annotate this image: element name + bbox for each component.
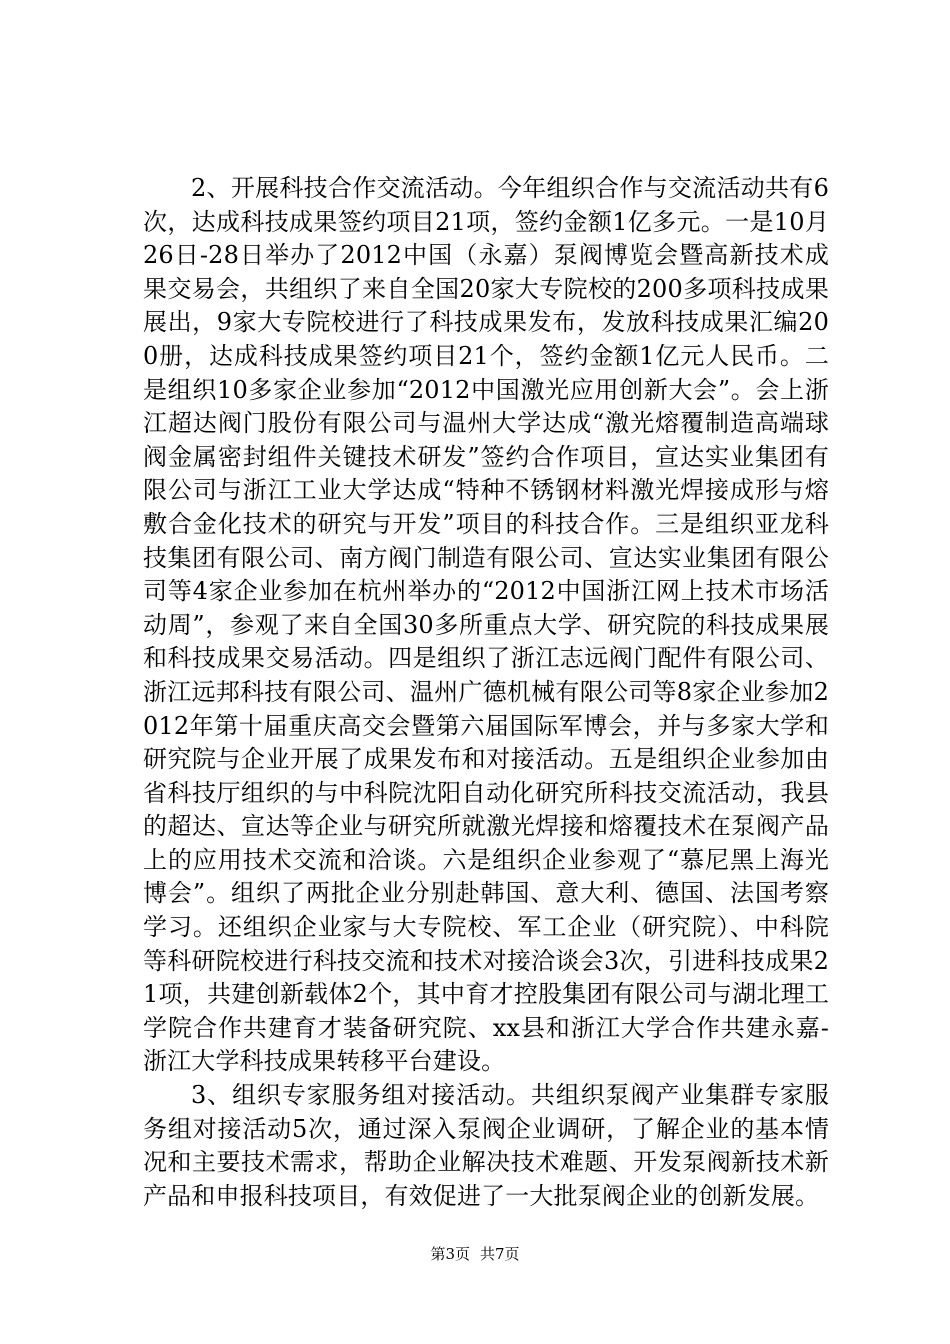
document-body	[143, 172, 829, 1213]
page-total: 共7页	[480, 1245, 520, 1263]
paragraph-expert-service: 3、组织专家服务组对接活动。共组织泵阀产业集群专家服务组对接活动5次，通过深入泵阀企业调研，了解企业的基本情况和主要技术需求，帮助企业解决技术难题、开发泵阀新技术新产品和申报科技项目，有效促进了一大批泵阀企业的创新发展。	[143, 1081, 829, 1210]
paragraph-tech-cooperation: 2、开展科技合作交流活动。今年组织合作与交流活动共有6次，达成科技成果签约项目21项，签约金额1亿多元。一是10月26日-28日举办了2012中国（永嘉）泵阀博览会暨高新技术成果交易会，共组织了来自全国20家大专院校的200多项科技成果展出，9家大专院校进行了科技成果发布，发放科技成果汇编200册，达成科技成果签约项目21个，签约金额1亿元人民币。二是组织10多家企业参加“2012中国激光应用创新大会”。会上浙江超达阀门股份有限公司与温州大学达成“激光熔覆制造高端球阀金属密封组件关键技术研发”签约合作项目，宣达实业集团有限公司与浙江工业大学达成“特种不锈钢材料激光焊接成形与熔敷合金化技术的研究与开发”项目的科技合作。三是组织亚龙科技集团有限公司、南方阀门制造有限公司、宣达实业集团有限公司等4家企业参加在杭州举办的“2012中国浙江网上技术市场活动周”，参观了来自全国30多所重点大学、研究院的科技成果展和科技成果交易活动。四是组织了浙江志远阀门配件有限公司、浙江远邦科技有限公司、温州广德机械有限公司等8家企业参加2012年第十届重庆高交会暨第六届国际军博会，并与多家大学和研究院与企业开展了成果发布和对接活动。五是组织企业参加由省科技厅组织的与中科院沈阳自动化研究所科技交流活动，我县的超达、宣达等企业与研究所就激光焊接和熔覆技术在泵阀产品上的应用技术交流和洽谈。六是组织企业参观了“慕尼黑上海光博会”。组织了两批企业分别赴韩国、意大利、德国、法国考察学习。还组织企业家与大专院校、军工企业（研究院）、中科院等科研院校进行科技交流和技术对接洽谈会3次，引进科技成果21项，共建创新载体2个，其中育才控股集团有限公司与湖北理工学院合作共建育才装备研究院、xx县和浙江大学合作共建永嘉-浙江大学科技成果转移平台建设。	[143, 174, 829, 1076]
page-footer	[0, 1244, 950, 1264]
page-number: 第3页	[430, 1245, 470, 1263]
